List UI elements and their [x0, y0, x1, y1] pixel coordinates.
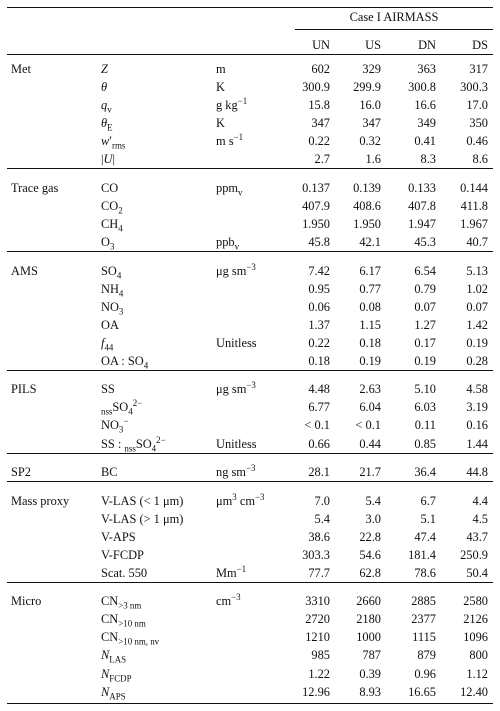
- group-label: Met: [11, 62, 31, 76]
- table-cell: 349: [417, 116, 436, 131]
- table-cell: 181.4: [408, 547, 436, 562]
- row-variable: $N_{APS}$: [101, 684, 126, 701]
- table-cell: 1.6: [365, 152, 381, 167]
- table-cell: 1.950: [353, 216, 381, 231]
- row-variable: OA : $SO_4$: [101, 353, 149, 371]
- table-cell: 303.3: [302, 547, 330, 562]
- table-cell: 1.37: [308, 317, 330, 332]
- table-cell: 0.22: [308, 134, 330, 149]
- table-cell: 0.11: [414, 418, 436, 433]
- table-cell: 6.17: [359, 263, 381, 278]
- row-variable: $CN_{>10 nm}$: [101, 612, 146, 629]
- row-variable: V-FCDP: [101, 547, 144, 562]
- table-cell: 44.8: [466, 465, 488, 479]
- table-cell: 5.4: [314, 511, 330, 526]
- row-variable: $q_v$: [101, 98, 112, 115]
- table-cell: 6.77: [308, 400, 330, 415]
- group-label: AMS: [11, 263, 38, 278]
- table-cell: 17.0: [466, 98, 488, 113]
- table-cell: 985: [311, 648, 330, 663]
- table-cell: 2580: [463, 594, 488, 609]
- group-separator-rule: [7, 481, 493, 482]
- table-cell: 408.6: [353, 198, 381, 213]
- row-unit: g $kg^{-1}$: [216, 95, 248, 113]
- table-cell: 15.8: [308, 98, 330, 113]
- table-cell: 16.6: [414, 98, 436, 113]
- row-variable: $N_{FCDP}$: [101, 666, 132, 683]
- row-variable: $SO_4$: [101, 263, 122, 280]
- table-cell: 47.4: [414, 529, 436, 544]
- table-cell: 347: [311, 116, 330, 131]
- table-cell: 411.8: [460, 198, 488, 213]
- row-variable: $NH_4$: [101, 281, 124, 299]
- col-header-un: UN: [312, 38, 330, 52]
- table-cell: 300.8: [408, 80, 436, 94]
- table-cell: 36.4: [414, 465, 436, 479]
- table-cell: 62.8: [359, 565, 381, 580]
- table-cell: 4.48: [308, 382, 330, 397]
- row-variable: θ: [101, 80, 108, 94]
- table-cell: 78.6: [414, 565, 436, 580]
- group-separator-rule: [7, 582, 493, 583]
- table-cell: 0.95: [308, 281, 330, 296]
- table-cell: 1.947: [408, 216, 436, 231]
- row-unit: K: [216, 80, 225, 94]
- table-cell: 1.42: [466, 317, 488, 332]
- row-variable: Scat. 550: [101, 565, 148, 580]
- table-cell: 299.9: [353, 80, 381, 94]
- table-cell: 3.0: [365, 511, 381, 526]
- table-cell: 1.12: [466, 666, 488, 681]
- table-cell: 0.19: [414, 353, 436, 368]
- table-cell: 0.137: [302, 180, 330, 195]
- table-cell: 6.54: [414, 263, 436, 278]
- row-unit: ng $sm^{-3}$: [216, 462, 256, 479]
- table-cell: 6.04: [359, 400, 381, 415]
- table-cell: 0.44: [359, 436, 381, 451]
- table-cell: 0.96: [414, 666, 436, 681]
- table-cell: 7.42: [308, 263, 330, 278]
- bottom-rule: [7, 703, 493, 704]
- row-unit: μg $sm^{-3}$: [216, 380, 256, 397]
- table-cell: 54.6: [359, 547, 381, 562]
- case-underline: [295, 29, 493, 30]
- row-variable: $CO_2$: [101, 198, 123, 216]
- table-cell: 0.07: [414, 299, 436, 314]
- table-cell: 5.13: [466, 263, 488, 278]
- table-cell: 0.133: [408, 180, 436, 195]
- table-cell: 43.7: [466, 529, 488, 544]
- table-cell: < 0.1: [355, 418, 381, 433]
- row-unit: $Mm^{-1}$: [216, 563, 247, 580]
- group-label: Trace gas: [11, 180, 59, 195]
- row-variable: V-LAS (< 1 μm): [101, 493, 184, 508]
- table-cell: 0.19: [466, 335, 488, 350]
- row-variable: V-APS: [101, 529, 136, 544]
- table-cell: 22.8: [359, 529, 381, 544]
- table-cell: 1.02: [466, 281, 488, 296]
- group-label: SP2: [11, 465, 31, 479]
- table-cell: 28.1: [308, 465, 330, 479]
- col-header-dn: DN: [418, 38, 436, 52]
- table-cell: 77.7: [308, 565, 330, 580]
- group-separator-rule: [7, 251, 493, 252]
- group-label: Micro: [11, 594, 42, 609]
- table-cell: 329: [362, 62, 381, 76]
- table-cell: 0.07: [466, 299, 488, 314]
- table-cell: 0.66: [308, 436, 330, 451]
- row-variable: |U|: [101, 152, 115, 167]
- table-cell: 1115: [412, 630, 436, 645]
- group-separator-rule: [7, 370, 493, 371]
- table-cell: 4.5: [472, 511, 488, 526]
- row-variable: $CN_{>3 nm}$: [101, 594, 142, 611]
- top-rule: [7, 7, 493, 8]
- table-cell: 602: [311, 62, 330, 76]
- table-cell: 0.08: [359, 299, 381, 314]
- table-cell: 5.1: [420, 511, 436, 526]
- row-variable: CO: [101, 180, 119, 195]
- table-cell: 0.22: [308, 335, 330, 350]
- table-cell: 2180: [356, 612, 381, 627]
- col-header-ds: DS: [472, 38, 488, 52]
- table-cell: 0.32: [359, 134, 381, 149]
- table-cell: 3.19: [466, 400, 488, 415]
- row-unit: ppm$_v$: [216, 180, 243, 198]
- table-cell: 317: [469, 62, 488, 76]
- table-cell: 0.46: [466, 134, 488, 149]
- row-variable: $w'_{rms}$: [101, 134, 126, 151]
- table-cell: 3310: [305, 594, 330, 609]
- table-cell: 0.144: [460, 180, 488, 195]
- group-label: PILS: [11, 382, 37, 397]
- row-variable: $NO_3^-$: [101, 416, 129, 435]
- table-cell: 347: [362, 116, 381, 131]
- table-cell: 0.28: [466, 353, 488, 368]
- table-cell: 407.8: [408, 198, 436, 213]
- table-cell: 800: [469, 648, 488, 663]
- row-variable: OA: [101, 317, 119, 332]
- row-variable: $N_{LAS}$: [101, 648, 127, 665]
- row-unit: $cm^{-3}$: [216, 592, 241, 609]
- table-cell: 38.6: [308, 529, 330, 544]
- table-cell: 1.15: [359, 317, 381, 332]
- row-unit: $\mu m^3$ $cm^{-3}$: [216, 491, 265, 508]
- table-cell: 2.7: [314, 152, 330, 167]
- table-cell: 40.7: [466, 235, 488, 249]
- row-unit: μg $sm^{-3}$: [216, 261, 256, 278]
- table-cell: 16.65: [408, 684, 436, 699]
- table-cell: 0.79: [414, 281, 436, 296]
- row-variable: BC: [101, 465, 118, 479]
- row-variable: $CH_4$: [101, 216, 123, 234]
- table-cell: 350: [469, 116, 488, 131]
- table-cell: 1096: [463, 630, 488, 645]
- row-unit: m: [216, 62, 226, 76]
- row-variable: $NO_3$: [101, 299, 124, 317]
- table-cell: 2885: [411, 594, 436, 609]
- table-cell: 1.44: [466, 436, 488, 451]
- table-cell: < 0.1: [304, 418, 330, 433]
- table-cell: 0.18: [308, 353, 330, 368]
- row-variable: $_{nss}SO_4^{2-}$: [101, 398, 143, 417]
- table-cell: 42.1: [359, 235, 381, 249]
- table-cell: 5.4: [365, 493, 381, 508]
- table-cell: 1000: [356, 630, 381, 645]
- table-cell: 0.17: [414, 335, 436, 350]
- row-variable: V-LAS (> 1 μm): [101, 511, 184, 526]
- group-separator-rule: [7, 168, 493, 169]
- row-variable: SS : $_{nss}SO_4^{2-}$: [101, 434, 166, 453]
- table-cell: 1.22: [308, 666, 330, 681]
- table-cell: 407.9: [302, 198, 330, 213]
- table-cell: 45.8: [308, 235, 330, 249]
- table-cell: 8.6: [472, 152, 488, 167]
- row-variable: $CN_{>10 nm, nv}$: [101, 630, 160, 647]
- table-cell: 300.9: [302, 80, 330, 94]
- row-unit: m $s^{-1}$: [216, 132, 244, 149]
- table-cell: 0.139: [353, 180, 381, 195]
- table-cell: 8.93: [359, 684, 381, 699]
- table-cell: 0.41: [414, 134, 436, 149]
- table-cell: 45.3: [414, 235, 436, 249]
- table-cell: 6.7: [420, 493, 436, 508]
- table-cell: 7.0: [314, 493, 330, 508]
- table-cell: 363: [417, 62, 436, 76]
- table-cell: 12.40: [460, 684, 488, 699]
- table-cell: 1.967: [460, 216, 488, 231]
- table-cell: 0.18: [359, 335, 381, 350]
- row-unit: K: [216, 116, 225, 131]
- table-cell: 787: [362, 648, 381, 663]
- table-cell: 2660: [356, 594, 381, 609]
- table-cell: 6.03: [414, 400, 436, 415]
- table-cell: 0.06: [308, 299, 330, 314]
- table-cell: 0.39: [359, 666, 381, 681]
- table-cell: 16.0: [359, 98, 381, 113]
- row-unit: Unitless: [216, 335, 257, 350]
- table-cell: 21.7: [359, 465, 381, 479]
- table-cell: 0.85: [414, 436, 436, 451]
- row-unit: ppb$_v$: [216, 235, 240, 252]
- header-rule: [7, 54, 493, 55]
- table-cell: 1.950: [302, 216, 330, 231]
- row-variable: SS: [101, 382, 115, 397]
- case-title: Case I AIRMASS: [349, 10, 439, 24]
- table-cell: 12.96: [302, 684, 330, 699]
- table-cell: 50.4: [466, 565, 488, 580]
- table-cell: 4.4: [472, 493, 488, 508]
- table-cell: 300.3: [460, 80, 488, 94]
- table-cell: 0.77: [359, 281, 381, 296]
- row-variable: Z: [101, 62, 108, 76]
- table-cell: 1210: [305, 630, 330, 645]
- row-variable: $\theta_E$: [101, 116, 113, 133]
- table-cell: 0.19: [359, 353, 381, 368]
- table-cell: 2720: [305, 612, 330, 627]
- table-cell: 879: [417, 648, 436, 663]
- table-cell: 2377: [411, 612, 436, 627]
- table-cell: 2.63: [359, 382, 381, 397]
- table-cell: 1.27: [414, 317, 436, 332]
- table-cell: 5.10: [414, 382, 436, 397]
- table-cell: 0.16: [466, 418, 488, 433]
- table-cell: 8.3: [420, 152, 436, 167]
- row-unit: Unitless: [216, 436, 257, 451]
- group-label: Mass proxy: [11, 493, 70, 508]
- row-variable: $O_3$: [101, 235, 115, 252]
- table-cell: 2126: [463, 612, 488, 627]
- col-header-us: US: [365, 38, 381, 52]
- row-variable: $f_{44}$: [101, 335, 114, 353]
- table-cell: 250.9: [460, 547, 488, 562]
- group-separator-rule: [7, 453, 493, 454]
- table-cell: 4.58: [466, 382, 488, 397]
